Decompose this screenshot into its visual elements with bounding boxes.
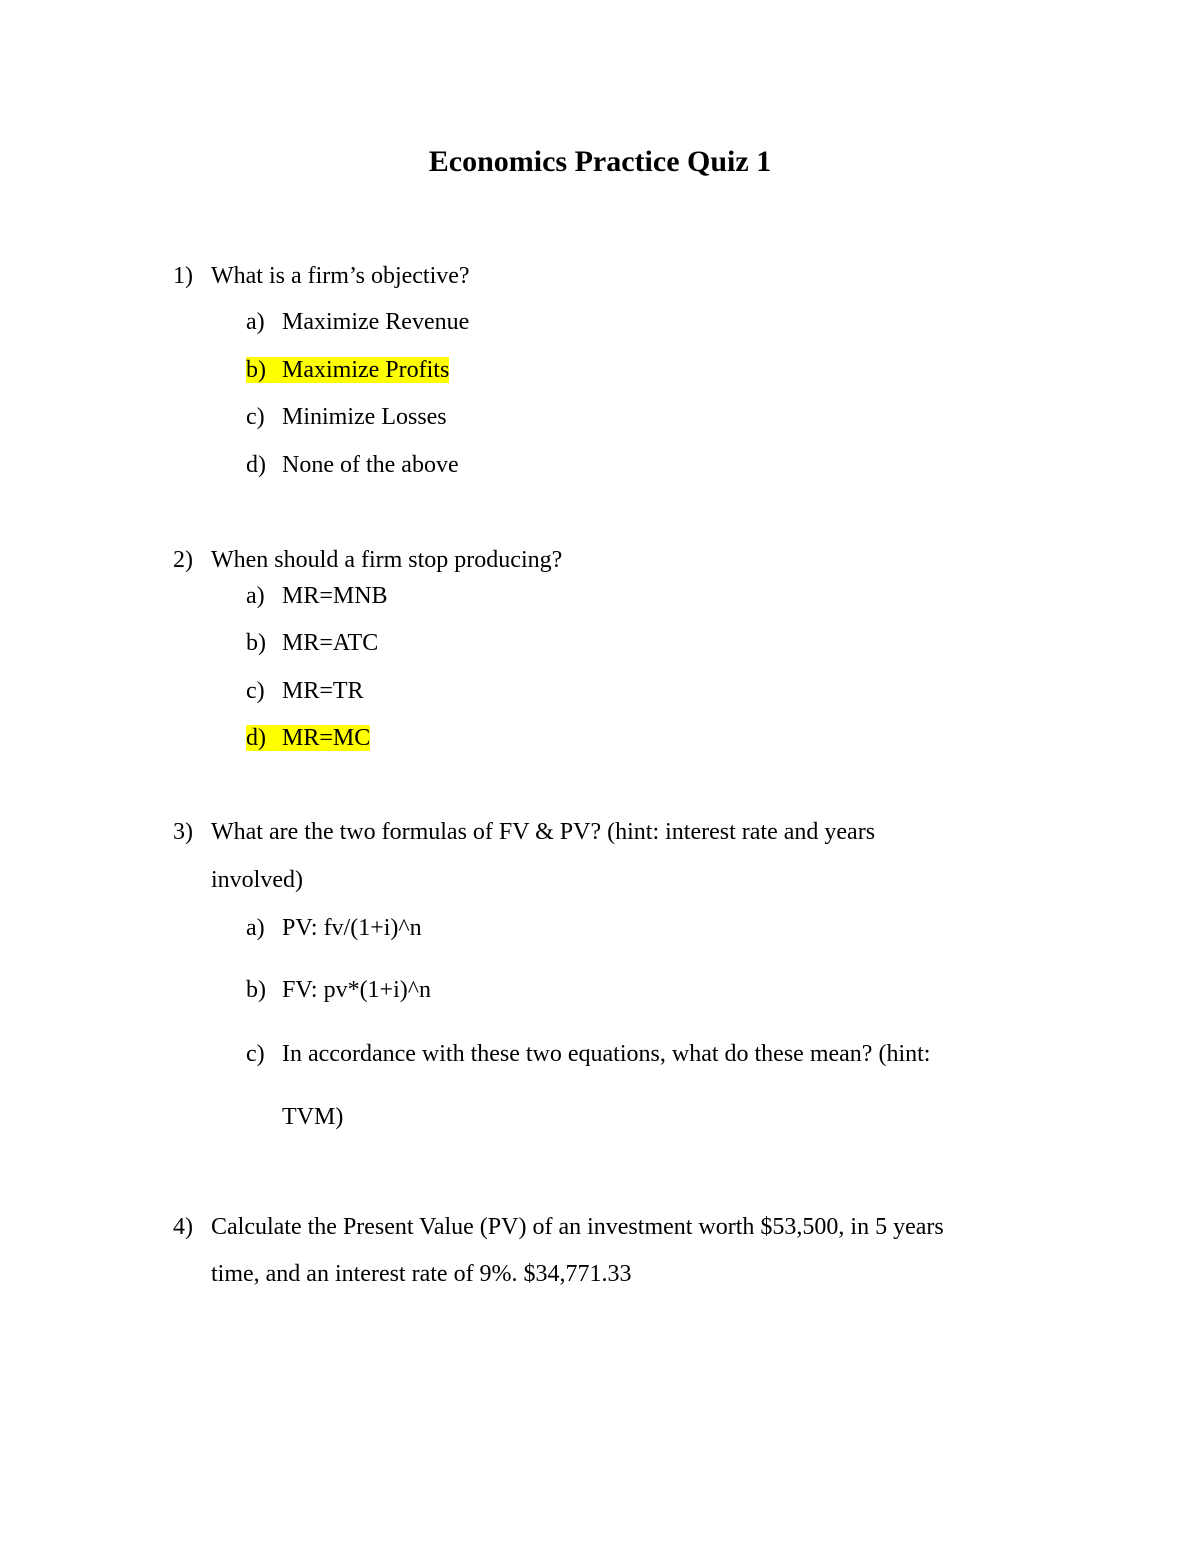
option-2d-correct: [246, 722, 370, 754]
option-letter: a): [246, 309, 265, 335]
option-letter: b): [246, 630, 266, 656]
option-2c: [246, 675, 364, 707]
question-answer-line: time, and an interest rate of 9%. $34,771.33: [211, 1261, 632, 1287]
option-text: MR=TR: [282, 678, 364, 704]
option-letter: c): [246, 404, 265, 430]
option-text: In accordance with these two equations, what do these mean? (hint:: [282, 1041, 931, 1067]
option-text: FV: pv*(1+i)^n: [282, 977, 432, 1003]
option-letter: d): [246, 725, 266, 751]
question-text: What are the two formulas of FV & PV? (hint: interest rate and years: [211, 819, 876, 845]
question-number: 4): [173, 1214, 193, 1240]
question-number: 2): [173, 547, 193, 573]
option-text: Minimize Losses: [282, 404, 447, 430]
option-1a: [246, 306, 469, 338]
option-letter: c): [246, 1041, 265, 1067]
question-text: What is a firm’s objective?: [211, 263, 470, 289]
option-letter: a): [246, 915, 265, 941]
option-text: MR=MC: [282, 725, 371, 751]
question-number: 3): [173, 819, 193, 845]
question-text: When should a firm stop producing?: [211, 547, 563, 573]
option-letter: b): [246, 357, 266, 383]
option-text: MR=ATC: [282, 630, 379, 656]
option-letter: d): [246, 452, 266, 478]
option-letter: c): [246, 678, 265, 704]
option-1c: [246, 401, 447, 433]
option-text-continued: TVM): [282, 1104, 344, 1130]
option-text: MR=MNB: [282, 583, 388, 609]
option-3c: [246, 1038, 930, 1070]
option-text: Maximize Profits: [282, 357, 450, 383]
option-3b: [246, 974, 431, 1006]
option-letter: a): [246, 583, 265, 609]
option-3a: [246, 912, 422, 944]
question-text: Calculate the Present Value (PV) of an investment worth $53,500, in 5 years: [211, 1214, 944, 1240]
option-letter: b): [246, 977, 266, 1003]
page-title: Economics Practice Quiz 1: [428, 145, 772, 178]
option-text: None of the above: [282, 452, 459, 478]
option-text: PV: fv/(1+i)^n: [282, 915, 422, 941]
option-text: Maximize Revenue: [282, 309, 470, 335]
option-1b-correct: [246, 354, 449, 386]
option-2b: [246, 627, 378, 659]
option-1d: [246, 449, 459, 481]
question-number: 1): [173, 263, 193, 289]
question-text-continued: involved): [211, 867, 303, 893]
option-2a: [246, 580, 388, 612]
